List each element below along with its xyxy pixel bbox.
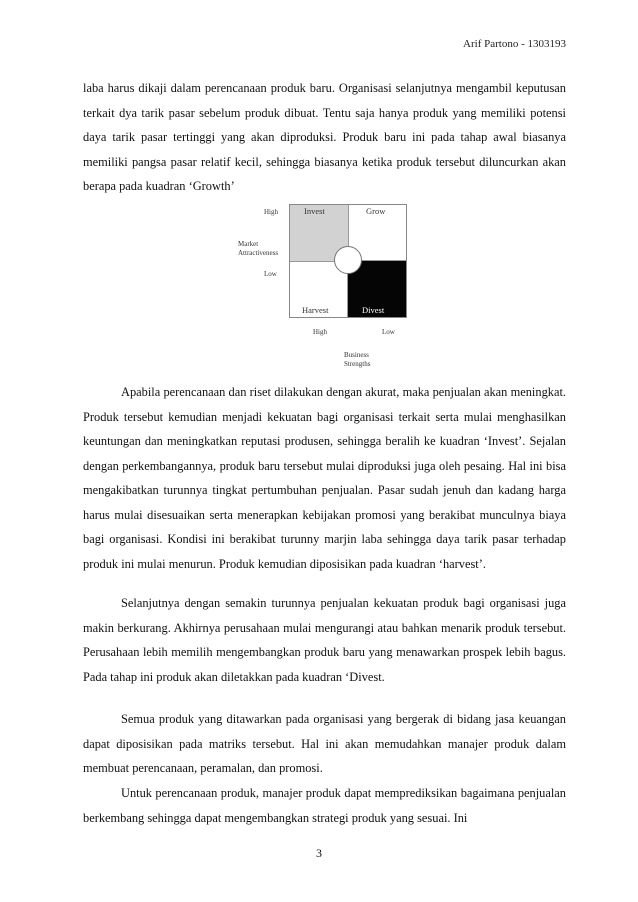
y-axis-low-label: Low xyxy=(264,270,277,278)
page-header: Arif Partono - 1303193 xyxy=(463,38,566,50)
y-axis-high-label: High xyxy=(264,208,278,216)
product-matrix-figure xyxy=(230,200,430,376)
x-axis-title-line1: Business xyxy=(344,351,369,359)
quadrant-divest-label: Divest xyxy=(362,305,385,315)
quadrant-grow-label: Grow xyxy=(366,206,386,216)
paragraph-5: Untuk perencanaan produk, manajer produk dapat memprediksikan bagaimana penjualan berkembang sehingga dapat mengembangkan strategi produk yang sesuai. Ini xyxy=(83,786,566,825)
matrix-grid xyxy=(289,204,407,318)
quadrant-invest-label: Invest xyxy=(304,206,325,216)
page-number: 3 xyxy=(316,846,322,860)
paragraph-2: Apabila perencanaan dan riset dilakukan dengan akurat, maka penjualan akan meningkat. Produk tersebut kemudian menjadi kekuatan bagi organisasi terkait serta mulai menghasilkan keuntungan dan meningkatkan reputasi produsen, sehingga beralih ke kuadran ‘Invest’. Sejalan dengan perkembangannya, produk baru tersebut mulai diproduksi juga oleh pesaing. Hal ini bisa mengakibatkan turunnya tingkat pertumbuhan penjualan. Pasar sudah jenuh dan kadang harga harus mulai disesuaikan serta menerapkan kebijakan promosi yang berakibat munculnya biaya bagi organisasi. Kondisi ini berakibat turunny marjin laba sehingga daya tarik pasar terhadap produk ini mulai menurun. Produk kemudian diposisikan pada kuadran ‘harvest’. xyxy=(83,385,566,571)
paragraph-1: laba harus dikaji dalam perencanaan produk baru. Organisasi selanjutnya mengambil keputusan terkait dya tarik pasar sebelum produk dibuat. Tentu saja hanya produk yang memiliki potensi daya tarik pasar tertinggi yang akan diproduksi. Produk baru ini pada tahap awal biasanya memiliki pangsa pasar relatif kecil, sehingga biasanya ketika produk tersebut diluncurkan akan berapa pada kuadran ‘Growth’ xyxy=(83,81,566,193)
quadrant-harvest-label: Harvest xyxy=(302,305,329,315)
y-axis-title-line1: Market xyxy=(238,240,259,248)
paragraph-3: Selanjutnya dengan semakin turunnya penjualan kekuatan produk bagi organisasi juga makin berkurang. Akhirnya perusahaan mulai mengurangi atau bahkan menarik produk tersebut. Perusahaan lebih memilih mengembangkan produk baru yang menawarkan prospek lebih bagus. Pada tahap ini produk akan diletakkan pada kuadran ‘Divest. xyxy=(83,596,566,684)
y-axis-title-line2: Attractiveness xyxy=(238,249,279,257)
paragraph-4: Semua produk yang ditawarkan pada organisasi yang bergerak di bidang jasa keuangan dapat diposisikan pada matriks tersebut. Hal ini akan memudahkan manajer produk dalam membuat perencanaan, peramalan, dan promosi. xyxy=(83,712,566,775)
x-axis-title-line2: Strengths xyxy=(344,360,371,368)
x-axis-high-label: High xyxy=(313,328,327,336)
center-circle xyxy=(334,246,362,274)
x-axis-low-label: Low xyxy=(382,328,395,336)
